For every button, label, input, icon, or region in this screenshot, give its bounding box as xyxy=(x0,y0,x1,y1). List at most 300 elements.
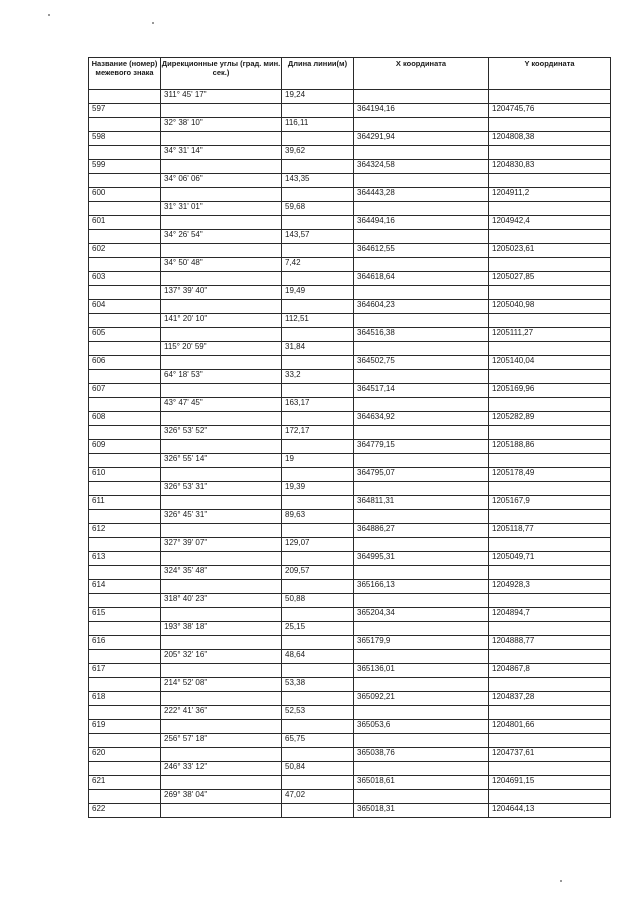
cell-y xyxy=(489,454,611,468)
cell-x xyxy=(354,314,489,328)
cell-length xyxy=(282,300,354,314)
cell-x: 364795,07 xyxy=(354,468,489,482)
cell-y: 1204745,76 xyxy=(489,104,611,118)
table-row xyxy=(89,608,611,622)
cell-x: 364612,55 xyxy=(354,244,489,258)
cell-name xyxy=(89,790,161,804)
cell-y: 1204894,7 xyxy=(489,608,611,622)
cell-name xyxy=(89,342,161,356)
header-name: Название (номер) межевого знака xyxy=(89,58,161,90)
cell-length xyxy=(282,804,354,818)
cell-name xyxy=(89,538,161,552)
cell-y: 1204888,77 xyxy=(489,636,611,650)
table-row xyxy=(89,678,611,692)
cell-x xyxy=(354,706,489,720)
header-length: Длина линии(м) xyxy=(282,58,354,90)
cell-length xyxy=(282,272,354,286)
cell-y: 1205167,9 xyxy=(489,496,611,510)
table-row xyxy=(89,398,611,412)
cell-y xyxy=(489,482,611,496)
cell-y xyxy=(489,342,611,356)
cell-name: 598 xyxy=(89,132,161,146)
cell-x: 364604,23 xyxy=(354,300,489,314)
cell-x xyxy=(354,790,489,804)
cell-angle: 141° 20' 10" xyxy=(161,314,282,328)
cell-angle: 326° 55' 14" xyxy=(161,454,282,468)
cell-length: 19,49 xyxy=(282,286,354,300)
table-row xyxy=(89,342,611,356)
cell-x xyxy=(354,762,489,776)
cell-angle xyxy=(161,524,282,538)
table-row xyxy=(89,426,611,440)
cell-x xyxy=(354,202,489,216)
cell-angle: 324° 35' 48" xyxy=(161,566,282,580)
cell-length xyxy=(282,468,354,482)
cell-name xyxy=(89,566,161,580)
cell-x: 365038,76 xyxy=(354,748,489,762)
cell-angle xyxy=(161,384,282,398)
cell-x xyxy=(354,454,489,468)
cell-y xyxy=(489,566,611,580)
table-row xyxy=(89,188,611,202)
cell-y xyxy=(489,146,611,160)
cell-angle: 269° 38' 04" xyxy=(161,790,282,804)
table-row xyxy=(89,328,611,342)
cell-y: 1204801,66 xyxy=(489,720,611,734)
table-row xyxy=(89,720,611,734)
cell-angle xyxy=(161,328,282,342)
cell-length: 19 xyxy=(282,454,354,468)
cell-x: 364516,38 xyxy=(354,328,489,342)
table-row xyxy=(89,790,611,804)
cell-angle xyxy=(161,104,282,118)
table-row xyxy=(89,804,611,818)
cell-length xyxy=(282,188,354,202)
table-row xyxy=(89,524,611,538)
cell-name: 615 xyxy=(89,608,161,622)
table-row xyxy=(89,510,611,524)
cell-y xyxy=(489,790,611,804)
cell-angle: 326° 53' 52" xyxy=(161,426,282,440)
cell-name xyxy=(89,146,161,160)
table-row xyxy=(89,146,611,160)
cell-angle: 137° 39' 40" xyxy=(161,286,282,300)
cell-angle xyxy=(161,356,282,370)
cell-length: 47,02 xyxy=(282,790,354,804)
cell-y: 1205178,49 xyxy=(489,468,611,482)
table-header-row xyxy=(89,58,611,90)
cell-x xyxy=(354,342,489,356)
cell-angle: 34° 50' 48" xyxy=(161,258,282,272)
cell-angle xyxy=(161,748,282,762)
cell-angle: 222° 41' 36" xyxy=(161,706,282,720)
table-row xyxy=(89,566,611,580)
cell-name: 599 xyxy=(89,160,161,174)
cell-x: 364779,15 xyxy=(354,440,489,454)
cell-y xyxy=(489,370,611,384)
cell-length xyxy=(282,580,354,594)
cell-x xyxy=(354,510,489,524)
cell-length xyxy=(282,664,354,678)
cell-length xyxy=(282,412,354,426)
table-row xyxy=(89,748,611,762)
table-row xyxy=(89,594,611,608)
cell-y xyxy=(489,202,611,216)
cell-angle: 214° 52' 08" xyxy=(161,678,282,692)
cell-length: 19,39 xyxy=(282,482,354,496)
cell-angle xyxy=(161,160,282,174)
cell-angle: 115° 20' 59" xyxy=(161,342,282,356)
cell-name xyxy=(89,174,161,188)
cell-name: 611 xyxy=(89,496,161,510)
cell-x: 364443,28 xyxy=(354,188,489,202)
cell-x: 365179,9 xyxy=(354,636,489,650)
cell-length xyxy=(282,356,354,370)
cell-y xyxy=(489,174,611,188)
header-angles: Дирекционные углы (град. мин. сек.) xyxy=(161,58,282,90)
table-row xyxy=(89,454,611,468)
cell-name: 605 xyxy=(89,328,161,342)
table-row xyxy=(89,762,611,776)
cell-angle xyxy=(161,608,282,622)
cell-name: 606 xyxy=(89,356,161,370)
cell-name xyxy=(89,454,161,468)
table-row xyxy=(89,230,611,244)
cell-length xyxy=(282,524,354,538)
cell-y: 1204808,38 xyxy=(489,132,611,146)
cell-x xyxy=(354,734,489,748)
scan-speck xyxy=(152,22,154,24)
cell-y: 1205040,98 xyxy=(489,300,611,314)
cell-angle: 34° 31' 14" xyxy=(161,146,282,160)
table-row xyxy=(89,384,611,398)
cell-angle: 34° 26' 54" xyxy=(161,230,282,244)
table-row xyxy=(89,216,611,230)
cell-angle: 256° 57' 18" xyxy=(161,734,282,748)
cell-y xyxy=(489,398,611,412)
scan-speck xyxy=(48,14,50,16)
cell-angle xyxy=(161,496,282,510)
cell-x: 365018,31 xyxy=(354,804,489,818)
cell-length: 129,07 xyxy=(282,538,354,552)
table-row xyxy=(89,552,611,566)
cell-angle: 193° 38' 18" xyxy=(161,622,282,636)
cell-length xyxy=(282,132,354,146)
cell-y: 1204830,83 xyxy=(489,160,611,174)
cell-x xyxy=(354,650,489,664)
table-body xyxy=(89,90,611,818)
cell-name xyxy=(89,510,161,524)
cell-y: 1204867,8 xyxy=(489,664,611,678)
cell-y xyxy=(489,678,611,692)
cell-length xyxy=(282,552,354,566)
cell-y: 1205140,04 xyxy=(489,356,611,370)
cell-angle xyxy=(161,272,282,286)
cell-length: 59,68 xyxy=(282,202,354,216)
cell-length: 19,24 xyxy=(282,90,354,104)
cell-y xyxy=(489,286,611,300)
cell-name: 602 xyxy=(89,244,161,258)
cell-x: 364194,16 xyxy=(354,104,489,118)
cell-length xyxy=(282,160,354,174)
table-row xyxy=(89,370,611,384)
cell-name xyxy=(89,426,161,440)
cell-angle xyxy=(161,300,282,314)
table-row xyxy=(89,496,611,510)
table-row xyxy=(89,692,611,706)
table-row xyxy=(89,538,611,552)
cell-angle xyxy=(161,440,282,454)
cell-name: 622 xyxy=(89,804,161,818)
cell-name: 601 xyxy=(89,216,161,230)
cell-angle: 43° 47' 45" xyxy=(161,398,282,412)
table-row xyxy=(89,286,611,300)
cell-y: 1204691,15 xyxy=(489,776,611,790)
cell-angle xyxy=(161,216,282,230)
cell-y xyxy=(489,90,611,104)
cell-angle: 32° 38' 10" xyxy=(161,118,282,132)
cell-name: 617 xyxy=(89,664,161,678)
table-row xyxy=(89,622,611,636)
cell-length: 89,63 xyxy=(282,510,354,524)
cell-length xyxy=(282,440,354,454)
cell-angle xyxy=(161,636,282,650)
cell-x xyxy=(354,678,489,692)
cell-name xyxy=(89,706,161,720)
table-row xyxy=(89,468,611,482)
cell-x: 364995,31 xyxy=(354,552,489,566)
scan-speck xyxy=(560,880,562,882)
cell-length: 143,35 xyxy=(282,174,354,188)
cell-x xyxy=(354,118,489,132)
table-row xyxy=(89,90,611,104)
cell-length: 112,51 xyxy=(282,314,354,328)
cell-angle: 31° 31' 01" xyxy=(161,202,282,216)
cell-x: 365166,13 xyxy=(354,580,489,594)
cell-length: 50,88 xyxy=(282,594,354,608)
cell-y: 1204837,28 xyxy=(489,692,611,706)
table-row xyxy=(89,580,611,594)
cell-name: 600 xyxy=(89,188,161,202)
cell-y xyxy=(489,734,611,748)
cell-name: 619 xyxy=(89,720,161,734)
table-row xyxy=(89,272,611,286)
cell-name: 610 xyxy=(89,468,161,482)
cell-name xyxy=(89,594,161,608)
cell-x xyxy=(354,286,489,300)
cell-y xyxy=(489,426,611,440)
cell-name xyxy=(89,90,161,104)
cell-name: 607 xyxy=(89,384,161,398)
table-row xyxy=(89,314,611,328)
cell-name xyxy=(89,482,161,496)
cell-x xyxy=(354,230,489,244)
cell-name: 621 xyxy=(89,776,161,790)
cell-angle xyxy=(161,244,282,258)
cell-name xyxy=(89,398,161,412)
cell-name: 616 xyxy=(89,636,161,650)
cell-x xyxy=(354,594,489,608)
cell-angle xyxy=(161,776,282,790)
cell-length xyxy=(282,720,354,734)
table-row xyxy=(89,440,611,454)
cell-length: 48,64 xyxy=(282,650,354,664)
cell-angle xyxy=(161,132,282,146)
cell-length xyxy=(282,104,354,118)
cell-name: 608 xyxy=(89,412,161,426)
cell-y xyxy=(489,314,611,328)
table-row xyxy=(89,636,611,650)
cell-name: 603 xyxy=(89,272,161,286)
table-row xyxy=(89,174,611,188)
cell-y: 1205111,27 xyxy=(489,328,611,342)
table-row xyxy=(89,706,611,720)
table-row xyxy=(89,160,611,174)
cell-x: 364502,75 xyxy=(354,356,489,370)
cell-y: 1205169,96 xyxy=(489,384,611,398)
cell-y xyxy=(489,538,611,552)
cell-name: 612 xyxy=(89,524,161,538)
cell-angle: 205° 32' 16" xyxy=(161,650,282,664)
cell-x: 364618,64 xyxy=(354,272,489,286)
cell-x xyxy=(354,258,489,272)
cell-name xyxy=(89,202,161,216)
cell-y xyxy=(489,706,611,720)
cell-y xyxy=(489,230,611,244)
cell-x: 364494,16 xyxy=(354,216,489,230)
cell-y: 1204737,61 xyxy=(489,748,611,762)
cell-angle: 311° 45' 17" xyxy=(161,90,282,104)
cell-angle: 326° 45' 31" xyxy=(161,510,282,524)
cell-y xyxy=(489,762,611,776)
cell-x xyxy=(354,622,489,636)
cell-angle: 246° 33' 12" xyxy=(161,762,282,776)
cell-y xyxy=(489,594,611,608)
cell-y: 1205282,89 xyxy=(489,412,611,426)
cell-length: 50,84 xyxy=(282,762,354,776)
cell-x xyxy=(354,566,489,580)
table-row xyxy=(89,244,611,258)
cell-x xyxy=(354,174,489,188)
cell-y xyxy=(489,622,611,636)
cell-x: 364811,31 xyxy=(354,496,489,510)
cell-angle xyxy=(161,804,282,818)
cell-y: 1205049,71 xyxy=(489,552,611,566)
cell-name: 609 xyxy=(89,440,161,454)
cell-name xyxy=(89,314,161,328)
cell-name: 597 xyxy=(89,104,161,118)
cell-x: 365204,34 xyxy=(354,608,489,622)
cell-x: 364324,58 xyxy=(354,160,489,174)
cell-length xyxy=(282,776,354,790)
cell-length xyxy=(282,636,354,650)
cell-x: 364291,94 xyxy=(354,132,489,146)
cell-x: 365092,21 xyxy=(354,692,489,706)
cell-angle: 327° 39' 07" xyxy=(161,538,282,552)
cell-y xyxy=(489,650,611,664)
table-row xyxy=(89,132,611,146)
cell-name xyxy=(89,622,161,636)
cell-y: 1204911,2 xyxy=(489,188,611,202)
cell-length: 116,11 xyxy=(282,118,354,132)
table-row xyxy=(89,300,611,314)
cell-x xyxy=(354,398,489,412)
cell-length: 172,17 xyxy=(282,426,354,440)
cell-length xyxy=(282,328,354,342)
cell-angle xyxy=(161,580,282,594)
cell-name xyxy=(89,370,161,384)
table-row xyxy=(89,412,611,426)
table-row xyxy=(89,482,611,496)
table-row xyxy=(89,734,611,748)
cell-x xyxy=(354,426,489,440)
cell-name xyxy=(89,734,161,748)
cell-angle: 34° 06' 06" xyxy=(161,174,282,188)
cell-length xyxy=(282,384,354,398)
cell-length xyxy=(282,748,354,762)
cell-name xyxy=(89,258,161,272)
cell-name xyxy=(89,678,161,692)
cell-length: 7,42 xyxy=(282,258,354,272)
cell-x xyxy=(354,538,489,552)
cell-name: 613 xyxy=(89,552,161,566)
cell-length: 143,57 xyxy=(282,230,354,244)
cell-y xyxy=(489,118,611,132)
cell-name: 614 xyxy=(89,580,161,594)
cell-y: 1205027,85 xyxy=(489,272,611,286)
cell-length: 31,84 xyxy=(282,342,354,356)
cell-angle xyxy=(161,468,282,482)
cell-name xyxy=(89,230,161,244)
cell-x xyxy=(354,482,489,496)
cell-angle xyxy=(161,552,282,566)
cell-x: 364886,27 xyxy=(354,524,489,538)
cell-x: 365136,01 xyxy=(354,664,489,678)
cell-x: 365018,61 xyxy=(354,776,489,790)
cell-y: 1204928,3 xyxy=(489,580,611,594)
cell-x xyxy=(354,90,489,104)
cell-name: 620 xyxy=(89,748,161,762)
cell-length: 163,17 xyxy=(282,398,354,412)
cell-y: 1205188,86 xyxy=(489,440,611,454)
table-row xyxy=(89,664,611,678)
cell-length: 209,57 xyxy=(282,566,354,580)
cell-y: 1204644,13 xyxy=(489,804,611,818)
table-row xyxy=(89,356,611,370)
cell-length xyxy=(282,216,354,230)
cell-length xyxy=(282,244,354,258)
cell-angle xyxy=(161,188,282,202)
table-row xyxy=(89,650,611,664)
cell-name xyxy=(89,650,161,664)
cell-angle: 326° 53' 31" xyxy=(161,482,282,496)
cell-x: 364517,14 xyxy=(354,384,489,398)
cell-name: 604 xyxy=(89,300,161,314)
cell-length: 33,2 xyxy=(282,370,354,384)
cell-name xyxy=(89,762,161,776)
cell-name xyxy=(89,286,161,300)
cell-y xyxy=(489,510,611,524)
table-row xyxy=(89,258,611,272)
cell-angle xyxy=(161,692,282,706)
cell-length: 53,38 xyxy=(282,678,354,692)
cell-length xyxy=(282,692,354,706)
cell-angle xyxy=(161,664,282,678)
header-y: Y координата xyxy=(489,58,611,90)
table-row xyxy=(89,104,611,118)
cell-length: 52,53 xyxy=(282,706,354,720)
cell-x: 364634,92 xyxy=(354,412,489,426)
